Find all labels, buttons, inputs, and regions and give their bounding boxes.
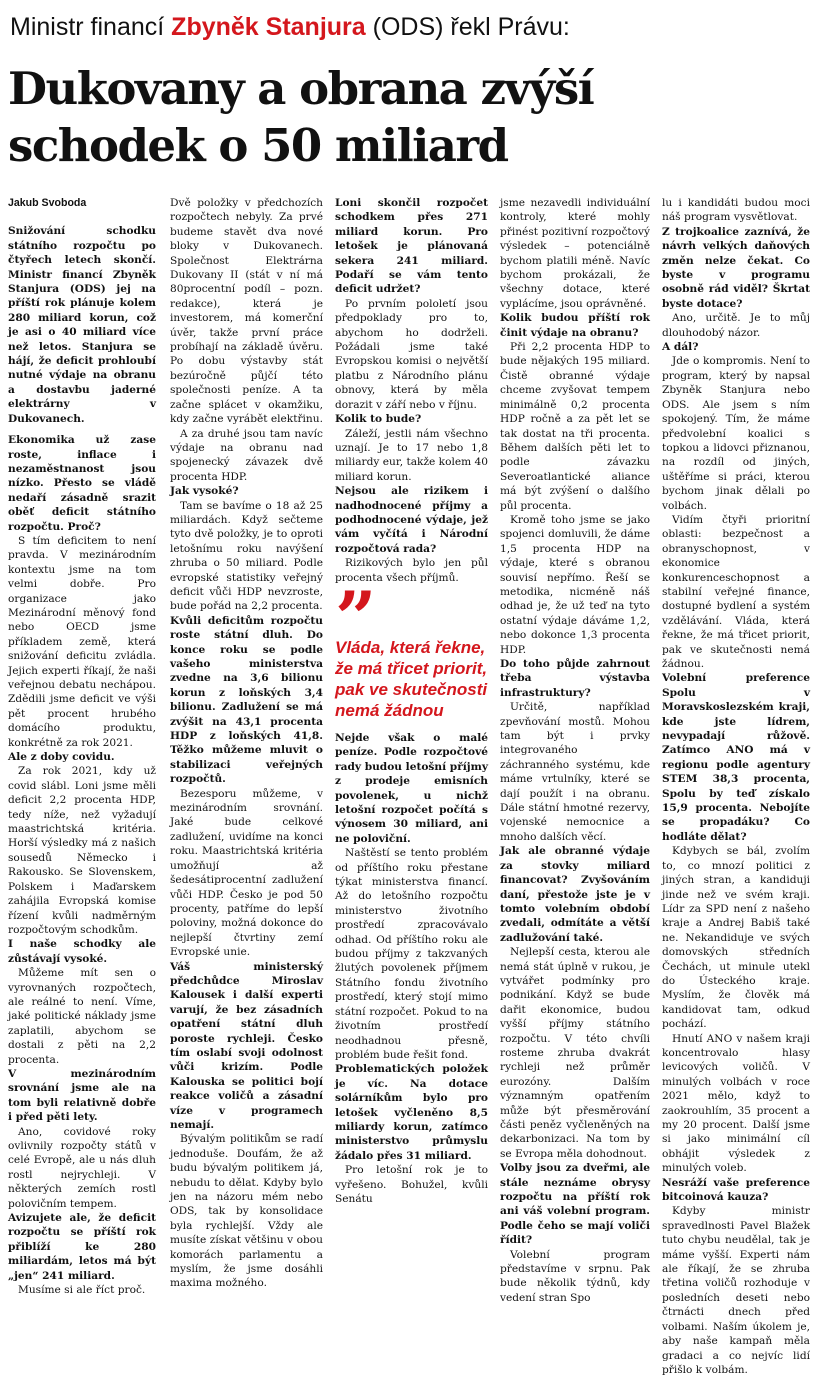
interview-question: Z trojkoalice zaznívá, že návrh velkých daňových změn nelze čekat. Co byste v programu osobně rád viděl? Škrtat byste dotace? bbox=[662, 225, 810, 310]
interview-answer: Volební program představíme v srpnu. Pak bude několik týdnů, kdy vedení stran Spo bbox=[500, 1248, 650, 1304]
headline-line-1: Dukovany a obrana zvýší bbox=[8, 62, 594, 115]
interview-answer: Bezesporu můžeme, v mezinárodním srovnání. Jaké bude celkové zadlužení, uvidíme na konci roku. Maastrichtská kritéria umožňují až šedesátiprocentní zadlužení vůči HDP. Česko je pod 50 procenty, patříme do lepší poloviny, možná dokonce do nejlepší čtvrtiny zemí Evropské unie. bbox=[170, 787, 323, 959]
interview-answer: A za druhé jsou tam navíc výdaje na obranu nad spojenecký závazek dvě procenta HDP. bbox=[170, 427, 323, 483]
interview-answer: Dvě položky v předchozích rozpočtech nebyly. Za prvé budeme stavět dva nové bloky v Dukovanech. Společnost Elektrárna Dukovany II (stát v ní má 80procentní podíl – pozn. redakce), která je investorem, má komerční úvěr, takže první práce probíhají na základě úvěru. Po dobu výstavby stát bezúročně půjčí této společnosti peníze. A ta začne splácet v okamžiku, kdy začne vyrábět elektřinu. bbox=[170, 197, 323, 426]
column-2-body bbox=[170, 196, 323, 1291]
interview-question: Jak ale obranné výdaje za stovky miliard financovat? Zvyšováním daní, přestože jste je v tomto volebním období zvedali, odmítáte a větší zadlužování také. bbox=[500, 845, 650, 944]
author: Jakub Svoboda bbox=[8, 197, 87, 209]
interview-question: Nesráží vaše preference bitcoinová kauza? bbox=[662, 1176, 810, 1204]
interview-answer: Můžeme mít sen o vyrovnaných rozpočtech, ale reálné to není. Víme, jaké politické náklady jsme zaplatili, abychom se dostali z pěti na 2,2 procenta. bbox=[8, 967, 156, 1066]
interview-answer: Musíme si ale říct proč. bbox=[18, 1284, 146, 1297]
kicker-name: Zbyněk Stanjura bbox=[171, 13, 366, 41]
headline-line-2: schodek o 50 miliard bbox=[8, 119, 508, 172]
interview-answer: Hnutí ANO v našem kraji koncentrovalo hlasy levicových voličů. V minulých volbách v roce 2021 mělo, když to zaokrouhlím, 35 procent a my 20 procent. Další jsme si jako minimální cíl obhájit výsledek z minulých voleb. bbox=[662, 1032, 810, 1175]
interview-answer: Jde o kompromis. Není to program, který by napsal Zbyněk Stanjura nebo ODS. Ale jsem s ním spokojený. Tím, že máme předvolební koalici s topkou a lidovci přiznanou, na rozdíl od jiných, uštěříme si práci, kterou bychom jinak dělali po volbách. bbox=[662, 355, 810, 512]
kicker-prefix: Ministr financí bbox=[10, 13, 172, 41]
column-5-body bbox=[662, 196, 810, 1377]
column-2 bbox=[170, 196, 323, 1290]
interview-answer: Při 2,2 procenta HDP to bude nějakých 195 miliard. Čistě obranné výdaje chceme zvyšovat tempem minimálně 0,2 procenta HDP ročně a za pět let se tak dostat na tři procenta. Během dalších pěti let to podle závazku Severoatlantické aliance má být zvýšení o dalšího půl procenta. bbox=[500, 341, 650, 512]
interview-question: Do toho půjde zahrnout třeba výstavba infrastruktury? bbox=[500, 658, 650, 699]
interview-question: Volební preference Spolu v Moravskoslezském kraji, kde jste lídrem, nevypadají růžově. Zatímco ANO má v regionu podle agentury STEM 38,3 procenta, Spolu by teď získalo 15,9 procenta. Nebojíte se propadáku? Co hodláte dělat? bbox=[662, 672, 810, 843]
interview-question: Problematických položek je víc. Na dotace solárníkům bylo pro letošek vyčleněno 8,5 miliardy korun, zatímco ministerstvo průmyslu žádalo přes 31 miliard. bbox=[335, 1063, 488, 1162]
interview-answer: Ano, určitě. Je to můj dlouhodobý názor. bbox=[662, 312, 810, 339]
interview-question: Kolik budou příští rok činit výdaje na obranu? bbox=[500, 312, 650, 339]
kicker-suffix: (ODS) řekl Právu: bbox=[365, 13, 570, 41]
interview-answer: Po prvním pololetí jsou předpoklady pro to, abychom ho dodrželi. Požádali jsme také Evropskou komisi o největší platbu z Národního plánu obnovy, která by měla dorazit v září nebo v říjnu. bbox=[335, 297, 488, 411]
interview-answer: Kdybych se bál, zvolím to, co mnozí politici z jiných stran, a kandiduji jinde než ve svém kraji. Lídr za SPD není z našeho kraje a Andrej Babiš také ne. Nekandiduje ve svých domovských středních Čechách, ut minule utekl do Ústeckého kraje. Myslím, že člověk má kandidovat tam, odkud pochází. bbox=[662, 845, 810, 1031]
pull-quote bbox=[335, 574, 488, 721]
column-3-body-top bbox=[335, 196, 488, 585]
pull-quote-text: Vláda, která řekne, že má třicet priorit, pak ve skutečnosti nemá žádnou bbox=[335, 637, 488, 720]
interview-answer: Nejlepší cesta, kterou ale nemá stát úplně v rukou, je vytvářet podmínky pro podnikání. Když se bude dařit ekonomice, budou vyšší příjmy státního rozpočtu. V této chvíli rosteme zhruba dvakrát rychleji než průměr eurozóny. Dalším významným opatřením může být přesměrování části peněz vyčleněných na dekarbonizaci. Na tom by se Evropa měla dohodnout. bbox=[500, 946, 650, 1160]
interview-answer: Záleží, jestli nám všechno uznají. Je to 17 nebo 1,8 miliardy eur, takže kolem 40 miliard korun. bbox=[335, 427, 489, 483]
spacer bbox=[8, 426, 156, 433]
interview-question: Volby jsou za dveřmi, ale stále neznáme obrysy rozpočtu na příští rok ani váš volební program. Podle čeho se mají voliči řídit? bbox=[500, 1162, 650, 1247]
column-3-body-bottom bbox=[335, 731, 488, 1206]
quote-mark-icon: ” bbox=[335, 574, 371, 660]
kicker bbox=[10, 10, 810, 44]
column-4-body bbox=[500, 196, 650, 1305]
interview-question: Avizujete ale, že deficit rozpočtu se příští rok přiblíží ke 280 miliardám, letos má být „jen“ 241 miliard. bbox=[8, 1212, 156, 1282]
interview-question: Nejde však o malé peníze. Podle rozpočtové rady budou letošní příjmy z prodeje emisních povolenek, u nichž letošní rozpočet počítá s výnosem 30 miliard, ani ne poloviční. bbox=[335, 731, 488, 845]
column-1-body bbox=[8, 224, 156, 1297]
interview-question: Ale z doby covidu. bbox=[8, 751, 115, 764]
column-3 bbox=[335, 196, 489, 1205]
interview-answer: Naštěstí se tento problém od příštího roku přestane týkat ministerstva financí. Až do letošního rozpočtu ministerstvo životního prostředí zpracovávalo odhad. Od příštího roku ale budou příjmy z takzvaných žlutých povolenek příjmem Státního fondu životního prostředí, který stojí mimo státní rozpočet. Pokud to na životním prostředí neodhadnou přesně, problém bude řešit fond. bbox=[335, 847, 488, 1061]
interview-question: Loni skončil rozpočet schodkem přes 271 miliard korun. Pro letošek je plánovaná sekera 241 miliard. Podaří se vám tento deficit udržet? bbox=[335, 197, 488, 296]
article-lead: Snižování schodku státního rozpočtu po čtyřech letech skončí. Ministr financí Zbyněk Stanjura (ODS) jej na příští rok plánuje kolem 280 miliard korun, což je asi o 40 miliard více než letos. Stanjura se hájí, že deficit prohloubí nutné výdaje na obranu a dostavbu jaderné elektrárny v Dukovanech. bbox=[8, 225, 156, 425]
interview-question: I naše schodky ale zůstávají vysoké. bbox=[8, 938, 156, 965]
interview-question: Váš ministerský předchůdce Miroslav Kalousek i další experti varují, že bez zásadních opatření státní dluh poroste rychleji. Česko tím oslabí svoji odolnost vůči krizím. Podle Kalouska se politici bojí reakce voličů a zásadní víze v programech nemají. bbox=[170, 960, 323, 1131]
interview-question: Nejsou ale rizikem i nadhodnocené příjmy a podhodnocené výdaje, jež vám vyčítá i Národní rozpočtová rada? bbox=[335, 485, 488, 555]
interview-answer: Určitě, například zpevňování mostů. Mohou tam být i prvky integrovaného záchranného systému, kde máme vrtulníky, které se dají použít i na obranu. Dále státní hmotné rezervy, vojenské nemocnice a mnoho dalších věcí. bbox=[500, 701, 650, 843]
column-5 bbox=[662, 196, 810, 1376]
interview-answer: Vidím čtyři prioritní oblasti: bezpečnost a obranyschopnost, v ekonomice konkurenceschopnost a stabilní veřejné finance, dostupné bydlení a systém vzdělávání. Vláda, která řekne, že má třicet priorit, pak ve skutečnosti nemá žádnou. bbox=[662, 513, 810, 670]
interview-answer: Rizikových bylo jen půl procenta všech příjmů. bbox=[335, 557, 488, 584]
interview-question: Kolik to bude? bbox=[335, 413, 422, 426]
headline bbox=[8, 60, 808, 174]
column-4 bbox=[500, 196, 650, 1304]
column-1 bbox=[8, 196, 156, 1297]
interview-question: Jak vysoké? bbox=[170, 485, 239, 498]
interview-answer: lu i kandidáti budou moci náš program vysvětlovat. bbox=[662, 197, 810, 224]
interview-answer: Pro letošní rok je to vyřešeno. Bohužel, kvůli Senátu bbox=[335, 1164, 488, 1205]
interview-answer: S tím deficitem to není pravda. V mezinárodním kontextu jsme na tom velmi dobře. Pro organizace jako Mezinárodní měnový fond nebo OECD jsme příkladem země, která snižování deficitu zvládla. Jejich experti říkají, že naši veřejnou debatu nechápou. Zdědili jsme deficit ve výši pět procent hrubého domácího produktu, konkrétně za rok 2021. bbox=[8, 534, 156, 749]
interview-answer: Kdyby ministr spravedlnosti Pavel Blažek tuto chybu neudělal, tak je máme vyšší. Experti nám ale říkají, že se zhruba třetina voličů rozhoduje v posledních deseti nebo čtrnácti dnech před volbami. Naším úkolem je, aby naše kampaň měla gradaci a co nejvíc lidí přišlo k volbám. bbox=[662, 1205, 810, 1376]
interview-answer: jsme nezavedli individuální kontroly, které mohly přinést pozitivní rozpočtový výsledek – potenciálně bychom platili méně. Navíc bychom prokázali, že všechny dotace, které vyplácíme, jsou oprávněné. bbox=[500, 197, 650, 310]
interview-question: Kvůli deficitům rozpočtu roste státní dluh. Do konce roku se podle vašeho ministerstva zvedne na 3,6 bilionu korun z loňských 3,4 bilionu. Zadlužení se má zvýšit na 43,1 procenta HDP z loňských 41,8. Těžko můžeme mluvit o stabilizaci veřejných rozpočtů. bbox=[170, 614, 323, 786]
interview-question: Ekonomika už zase roste, inflace i nezaměstnanost jsou nízko. Přesto se vládě nedaří zásadně srazit oběť deficit státního rozpočtu. Proč? bbox=[8, 434, 156, 533]
interview-answer: Ano, covidové roky ovlivnily rozpočty států v celé Evropě, ale u nás dluh rostl nejrychleji. V některých zemích rostl polovičním tempem. bbox=[8, 1125, 156, 1210]
interview-answer: Bývalým politikům se radí jednoduše. Doufám, že až budu bývalým politikem já, nebudu to dělat. Kdyby bylo jen na názoru mém nebo ODS, tak by konsolidace byla rychlejší. Vždy ale musíte získat většinu v obou komorách parlamentu a myslím, že jsme dosáhli maxima možného. bbox=[170, 1133, 323, 1290]
interview-question: A dál? bbox=[662, 341, 699, 354]
interview-answer: Tam se bavíme o 18 až 25 miliardách. Když sečteme tyto dvě položky, je to oproti letošnímu roku navýšení zhruba o 50 miliard. Podle evropské statistiky veřejný deficit vůči HDP nevzroste, bude pořád na 2,2 procenta. bbox=[170, 499, 323, 613]
interview-question: V mezinárodním srovnání jsme ale na tom byli relativně dobře i před pěti lety. bbox=[8, 1067, 156, 1124]
interview-answer: Kromě toho jsme se jako spojenci domluvili, že dáme 1,5 procenta HDP na výdaje, které s obranou souvisí nepřímo. Řeší se metodika, nicméně náš odhad je, že už teď na tyto ostatní výdaje dáváme 1,2, nebo dokonce 1,3 procenta HDP. bbox=[500, 513, 650, 656]
interview-answer: Za rok 2021, kdy už covid slábl. Loni jsme měli deficit 2,2 procenta HDP, tedy níže, než vyžadují maastrichtská kritéria. Horší výsledky má z našich sousedů Německo i Rakousko. Se Slovenskem, Polskem i Maďarskem zahájila Evropská komise řízení kvůli nadměrným rozpočtovým schodkům. bbox=[8, 765, 156, 936]
